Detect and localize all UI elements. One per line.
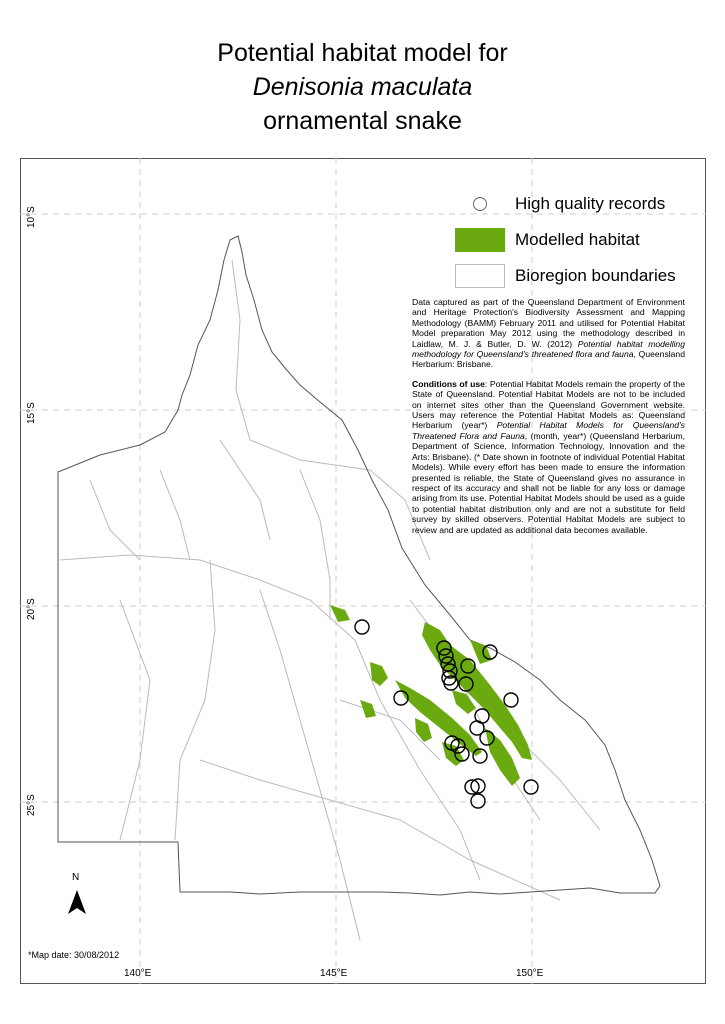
legend bbox=[455, 186, 676, 294]
legend-habitat-label: Modelled habitat bbox=[515, 230, 640, 249]
habitat-patch bbox=[330, 605, 350, 622]
habitat-patch bbox=[415, 718, 432, 742]
conditions-paragraph: Conditions of use: Potential Habitat Models remain the property of the State of Queensland. Potential Habitat Models are not to be included on internet sites other than the Queensland Government website. Users may reference the Potential Habitat Models as: Queensland Herbarium (year*) Potential Habitat Models for Queensland's Threatened Flora and Fauna, (month, year*) (Queensland Herbarium, Department of Science, Information Technology, Innovation and the Arts: Brisbane). (* Date shown in footnote of individual Potential Habitat Models). While every effort has been made to ensure the information presented is reliable, the State of Queensland gives no assurance in respect of its accuracy and shall not be liable for any loss or damage arising from its use. Potential Habitat Models should be used as a guide to potential habitat distribution only and are not a substitute for field survey by skilled observers. Potential Habitat Models are subject to review and are updated as additional data becomes available. bbox=[412, 378, 685, 535]
modelled-habitat bbox=[330, 605, 532, 786]
record-circle-icon bbox=[473, 197, 487, 211]
north-label: N bbox=[72, 872, 80, 883]
title-line-1: Potential habitat model for bbox=[217, 39, 508, 67]
record-marker bbox=[524, 780, 538, 794]
boundary-swatch-icon bbox=[455, 264, 505, 288]
data-source-paragraph: Data captured as part of the Queensland Department of Environment and Heritage Protection's Biodiversity Assessment and Mapping Methodology (BAMM) February 2011 and utilised for Potential Habitat Model preparation May 2012 using the methodology described in Laidlaw, M. J. & Butler, D. W. (2012) Potential habitat modelling methodology for Queensland's threatened flora and fauna, Queensland Herbarium: Brisbane. bbox=[412, 297, 685, 370]
legend-habitat bbox=[455, 222, 676, 258]
title-common-name: ornamental snake bbox=[263, 107, 462, 135]
habitat-patch bbox=[470, 640, 492, 664]
lat-label-20: 20°S bbox=[26, 598, 37, 620]
lat-label-10: 10°S bbox=[26, 206, 37, 228]
legend-records bbox=[455, 186, 676, 222]
map-date: *Map date: 30/08/2012 bbox=[28, 950, 120, 960]
legend-boundaries-label: Bioregion boundaries bbox=[515, 266, 676, 285]
north-arrow-icon bbox=[68, 890, 86, 914]
lon-label-145: 145°E bbox=[320, 968, 348, 979]
habitat-patch bbox=[360, 700, 376, 718]
lon-label-140: 140°E bbox=[124, 968, 152, 979]
habitat-swatch-icon bbox=[455, 228, 505, 252]
record-marker bbox=[471, 794, 485, 808]
title-species-name: Denisonia maculata bbox=[252, 73, 473, 101]
record-marker bbox=[504, 693, 518, 707]
info-text bbox=[412, 297, 685, 544]
lat-label-25: 25°S bbox=[26, 794, 37, 816]
lat-label-15: 15°S bbox=[26, 402, 37, 424]
record-marker bbox=[355, 620, 369, 634]
lon-label-150: 150°E bbox=[516, 968, 544, 979]
legend-records-label: High quality records bbox=[515, 194, 666, 213]
legend-boundaries bbox=[455, 258, 676, 294]
